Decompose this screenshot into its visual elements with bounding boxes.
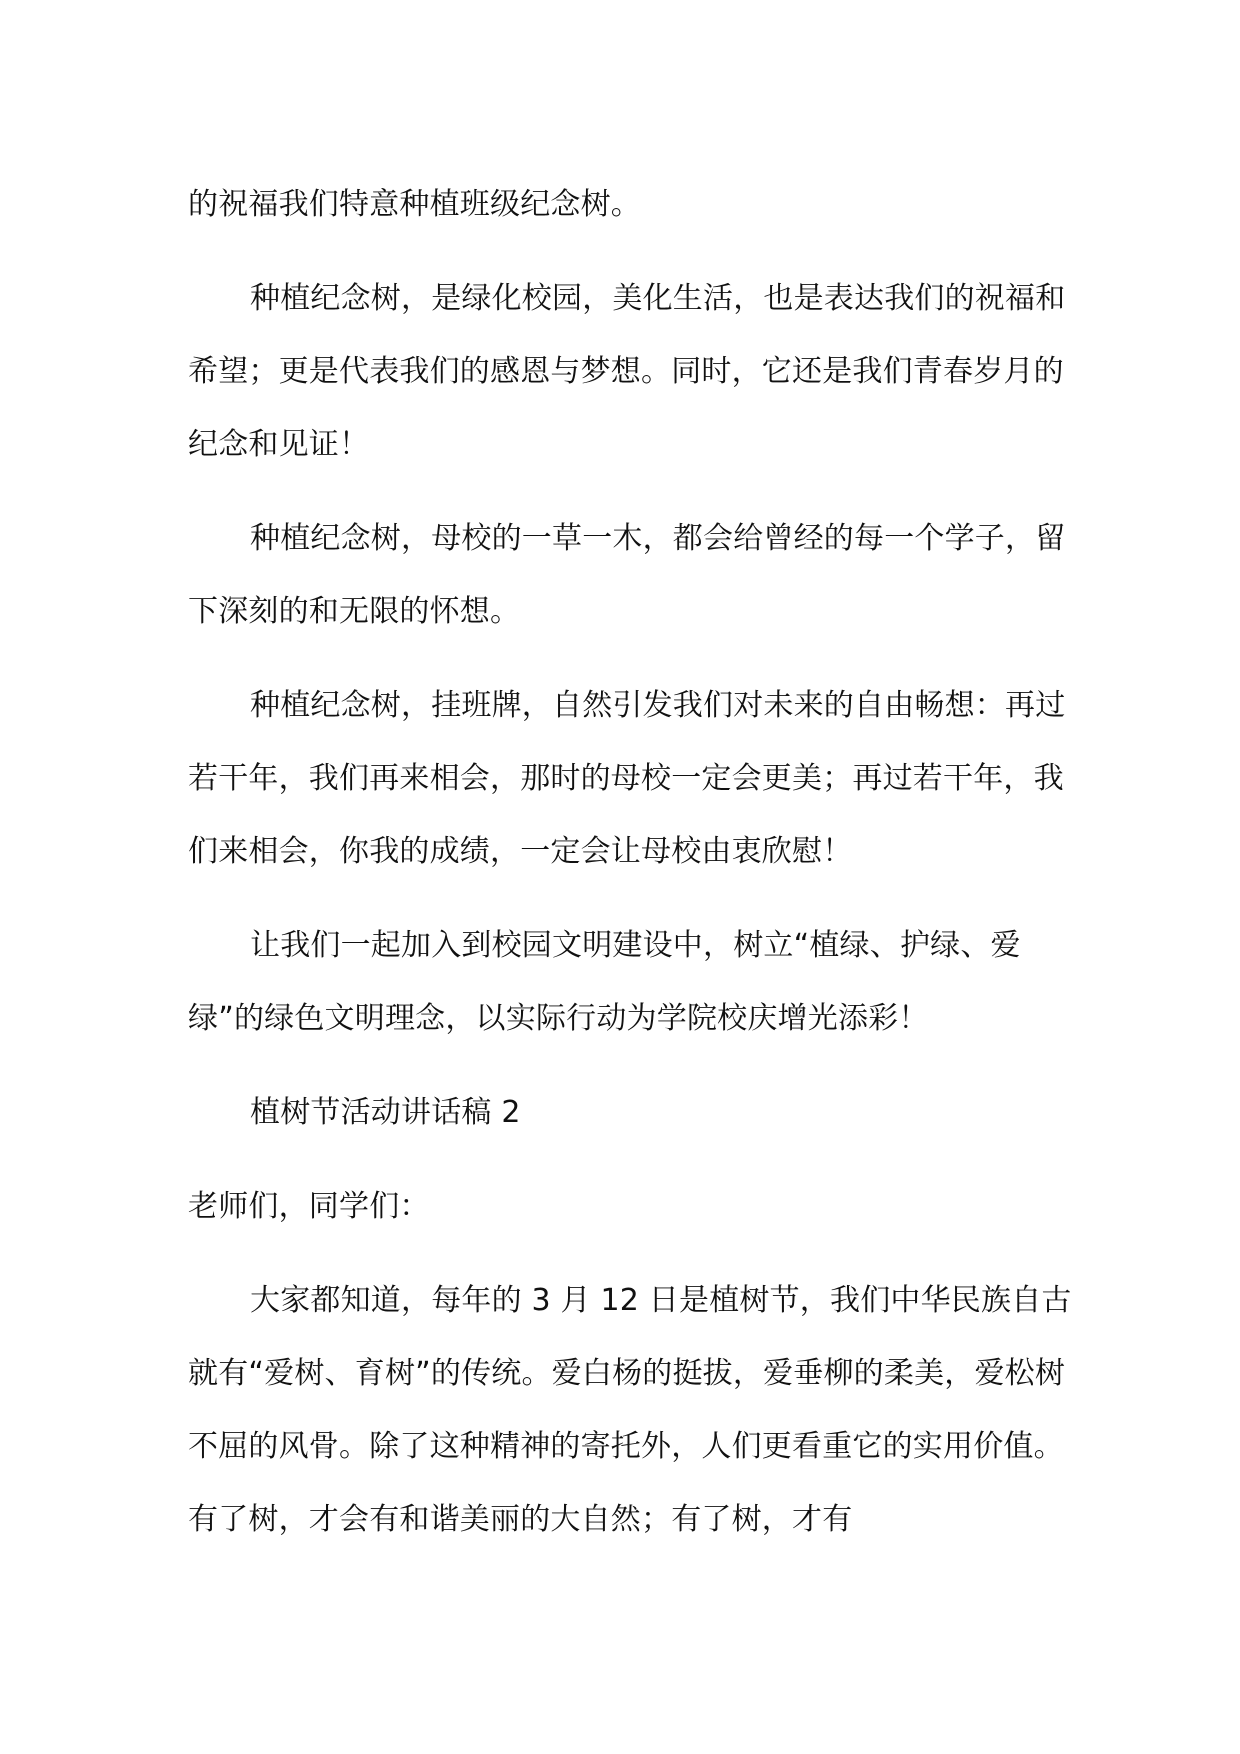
salutation: 老师们，同学们： — [188, 1189, 430, 1224]
paragraph-8: 大家都知道，每年的 3 月 12 日是植树节，我们中华民族自古就有“爱树、育树”的传统。爱白杨的挺拔，爱垂柳的柔美，爱松树不屈的风骨。除了这种精神的寄托外，人们更看重它的实用价值。有了树，才会有和谐美丽的大自然；有了树，才有 — [188, 1283, 1072, 1537]
paragraph-4: 种植纪念树，挂班牌，自然引发我们对未来的自由畅想：再过若干年，我们再来相会，那时的母校一定会更美；再过若干年，我们来相会，你我的成绩，一定会让母校由衷欣慰！ — [188, 688, 1066, 869]
paragraph-5: 让我们一起加入到校园文明建设中，树立“植绿、护绿、爱绿”的绿色文明理念，以实际行动为学院校庆增光添彩！ — [188, 928, 1021, 1036]
section-heading: 植树节活动讲话稿 2 — [250, 1095, 521, 1130]
document-body — [188, 168, 1088, 1577]
paragraph-1: 的祝福我们特意种植班级纪念树。 — [188, 187, 641, 222]
paragraph-2: 种植纪念树，是绿化校园，美化生活，也是表达我们的祝福和希望；更是代表我们的感恩与梦想。同时，它还是我们青春岁月的纪念和见证！ — [188, 281, 1066, 462]
paragraph-3: 种植纪念树，母校的一草一木，都会给曾经的每一个学子，留下深刻的和无限的怀想。 — [188, 521, 1066, 629]
